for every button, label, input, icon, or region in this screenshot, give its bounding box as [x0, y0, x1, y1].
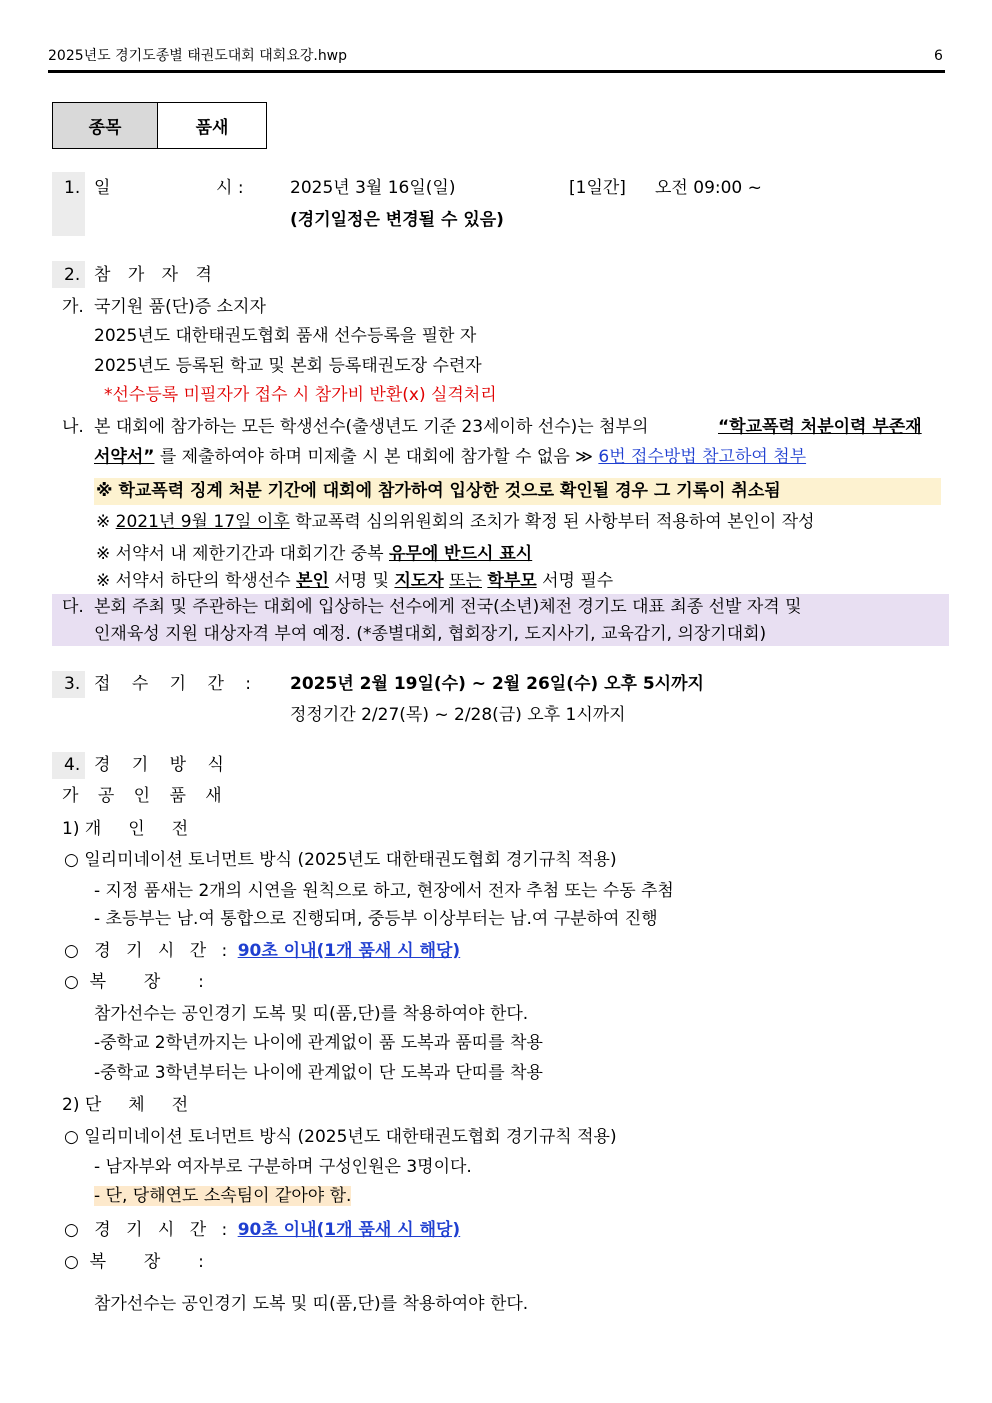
individual-dress-label: ○ 복 장 :: [64, 972, 204, 992]
team-dash2-row: [94, 1185, 351, 1207]
event-start-time: 오전 09:00 ~: [655, 178, 762, 198]
item-na-prefix: 나.: [62, 417, 84, 437]
individual-dress2: -중학교 2학년까지는 나이에 관계없이 품 도복과 품띠를 착용: [94, 1033, 543, 1053]
section-1-label-b: 시 :: [216, 178, 244, 198]
item-da-prefix: 다.: [62, 597, 84, 617]
note3-emphasis: 유무에 반드시 표시: [389, 544, 533, 564]
individual-dress3: -중학교 3학년부터는 나이에 관계없이 단 도복과 단띠를 착용: [94, 1063, 543, 1083]
team-method: ○ 일리미네이션 토너먼트 방식 (2025년도 대한태권도협회 경기규칙 적용): [64, 1127, 617, 1147]
individual-dash1: - 지정 품새는 2개의 시연을 원칙으로 하고, 현장에서 전자 추첨 또는 수동 추첨: [94, 881, 674, 901]
individual-dress1: 참가선수는 공인경기 도복 및 띠(품,단)를 착용하여야 한다.: [94, 1004, 529, 1024]
note2-mark: ※: [96, 512, 111, 532]
team-dash2: - 단, 당해연도 소속팀이 같아야 함.: [94, 1186, 352, 1206]
team-time-value: 90초 이내(1개 품새 시 해당): [237, 1220, 461, 1240]
note-overlap-check: [96, 543, 532, 565]
team-title: 2) 단 체 전: [62, 1095, 189, 1115]
individual-time-value: 90초 이내(1개 품새 시 해당): [237, 941, 461, 961]
item-da-line1: 본회 주최 및 주관하는 대회에 입상하는 선수에게 전국(소년)체전 경기도 대표 최종 선발 자격 및: [94, 597, 802, 617]
note-signature: [96, 570, 613, 592]
team-dress1: 참가선수는 공인경기 도복 및 띠(품,단)를 착용하여야 한다.: [94, 1294, 529, 1314]
item-ga-line2: 2025년도 대한태권도협회 품새 선수등록을 필한 자: [94, 326, 477, 346]
section-4-title: 경 기 방 식: [94, 755, 232, 775]
event-value: 품새: [195, 118, 229, 138]
item-na-line1-text: 본 대회에 참가하는 모든 학생선수(출생년도 기준 23세이하 선수)는 첨부의: [94, 417, 649, 437]
item-ga-line3: 2025년도 등록된 학교 및 본회 등록태권도장 수련자: [94, 356, 482, 376]
individual-time-row: [64, 940, 460, 962]
team-time-label: ○ 경 기 시 간 :: [64, 1220, 233, 1240]
section-2-title: 참 가 자 격: [94, 265, 218, 285]
note4-self: 본인: [296, 571, 329, 591]
item-ga-line1: 국기원 품(단)증 소지자: [94, 297, 266, 317]
individual-dash2: - 초등부는 남.여 통합으로 진행되며, 중등부 이상부터는 남.여 구분하여 진행: [94, 909, 658, 929]
team-dash1: - 남자부와 여자부로 구분하며 구성인원은 3명이다.: [94, 1157, 472, 1177]
pledge-title-part1: “학교폭력 처분이력 부존재: [718, 417, 922, 437]
correction-period: 정정기간 2/27(목) ~ 2/28(금) 오후 1시까지: [290, 705, 626, 725]
section-3-number: 3.: [64, 674, 81, 694]
section-2-number: 2.: [64, 265, 81, 285]
note4-coach: 지도자: [394, 571, 444, 591]
event-duration: [1일간]: [569, 178, 626, 198]
page-number: 6: [934, 48, 943, 64]
event-table: [52, 102, 267, 149]
note4-g: 서명 필수: [542, 571, 614, 591]
note4-a: ※ 서약서 하단의 학생선수: [96, 571, 291, 591]
individual-method: ○ 일리미네이션 토너먼트 방식 (2025년도 대한태권도협회 경기규칙 적용): [64, 850, 617, 870]
header-rule: [48, 70, 945, 73]
pledge-title-part2: 서약서”: [94, 447, 155, 467]
section-4-number: 4.: [64, 755, 81, 775]
note3-text: ※ 서약서 내 제한기간과 대회기간 중복: [96, 544, 384, 564]
team-dress-label: ○ 복 장 :: [64, 1252, 204, 1272]
individual-title: 1) 개 인 전: [62, 819, 189, 839]
item-na-line2: [94, 446, 806, 468]
section-1-number: 1.: [64, 178, 81, 198]
note2-date: 2021년 9월 17일 이후: [115, 512, 290, 532]
event-label: 종목: [53, 103, 158, 148]
item-da-line2: 인재육성 지원 대상자격 부여 예정. (*종별대회, 협회장기, 도지사기, 교육감기, 의장기대회): [94, 624, 767, 644]
event-date: 2025년 3월 16일(일): [290, 178, 456, 198]
team-time-row: [64, 1219, 460, 1241]
note-date-applicability: [96, 511, 815, 533]
sub-section-ga: 가 공 인 품 새: [62, 786, 229, 806]
note4-c: 서명 및: [334, 571, 390, 591]
item-ga-prefix: 가.: [62, 297, 84, 317]
section-1-label-a: 일: [94, 178, 111, 198]
schedule-note: (경기일정은 변경될 수 있음): [290, 210, 504, 230]
application-period: 2025년 2월 19일(수) ~ 2월 26일(수) 오후 5시까지: [290, 674, 704, 694]
note-record-cancel: ※ 학교폭력 징계 처분 기간에 대회에 참가하여 입상한 것으로 확인될 경우 그 기록이 취소됨: [96, 481, 781, 501]
application-method-link[interactable]: 6번 접수방법 참고하여 첨부: [598, 447, 807, 467]
individual-time-label: ○ 경 기 시 간 :: [64, 941, 233, 961]
section-3-label: 접 수 기 간 :: [94, 674, 260, 694]
document-filename: 2025년도 경기도종별 태권도대회 대회요강.hwp: [48, 48, 348, 64]
item-na-line2-text: 를 제출하여야 하며 미제출 시 본 대회에 참가할 수 없음 ≫: [159, 447, 593, 467]
note4-or: 또는: [449, 571, 482, 591]
note4-parent: 학부모: [487, 571, 537, 591]
note2-text: 학교폭력 심의위원회의 조치가 확정 된 사항부터 적용하여 본인이 작성: [295, 512, 815, 532]
item-na-line1: [94, 416, 648, 438]
registration-warning: *선수등록 미필자가 접수 시 참가비 반환(x) 실격처리: [104, 385, 497, 405]
